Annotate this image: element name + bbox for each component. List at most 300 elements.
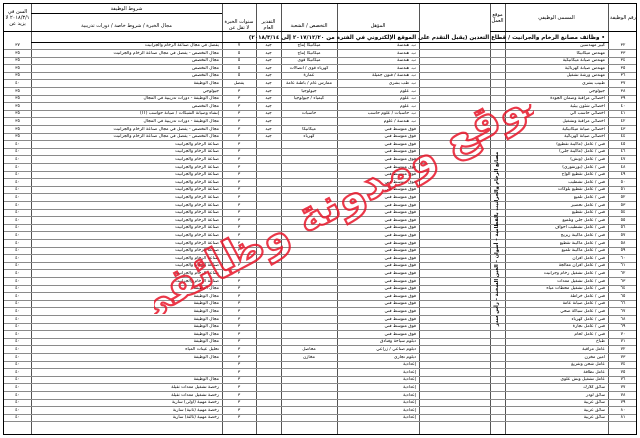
cell-num: ٧٦ bbox=[620, 377, 626, 383]
cell-spec bbox=[281, 385, 337, 391]
cell-age: ٣٥ bbox=[15, 126, 20, 132]
table-row bbox=[4, 225, 636, 232]
cell-age: ٤٠ bbox=[15, 149, 20, 155]
cell-grad: فوق متوسط فني bbox=[384, 324, 416, 330]
cell-grade bbox=[256, 317, 281, 323]
cell-years: ٣ bbox=[237, 309, 241, 314]
cell-grad: إعدادية bbox=[403, 407, 416, 413]
cell-exp: صناعة الرخام والجرانيت bbox=[175, 179, 219, 185]
cell-title: سائق كلارك bbox=[583, 385, 605, 390]
cell-title: فني / عامل جلي وتلميع bbox=[562, 217, 605, 223]
cell-exp: يفضل في مجال صناعة الرخام والجرانيت bbox=[144, 43, 219, 48]
cell-exp: صناعة الرخام والجرانيت bbox=[175, 141, 219, 147]
table-row bbox=[4, 81, 636, 88]
cell-years: ٣ bbox=[237, 293, 241, 299]
cell-exp: صناعة الرخام والجرانيت bbox=[175, 240, 219, 246]
cell-spec bbox=[281, 195, 337, 201]
cell-title: فني / عامل تشطيب bbox=[568, 179, 605, 185]
cell-age: ٤٠ bbox=[15, 248, 20, 254]
cell-num: ٦٩ bbox=[620, 324, 626, 330]
cell-age: ٤٠ bbox=[15, 179, 20, 185]
jobs-table bbox=[3, 3, 637, 435]
cell-grade bbox=[256, 347, 281, 353]
cell-years: ٥ bbox=[237, 58, 241, 64]
cell-years: ٥ bbox=[237, 50, 241, 56]
table-row bbox=[4, 400, 636, 407]
cell-spec bbox=[281, 157, 337, 163]
cell-grad: فوق متوسط فني bbox=[384, 271, 416, 276]
cell-grad: ب. هندسة bbox=[397, 43, 416, 48]
cell-grad: دبلوم تجاري bbox=[394, 354, 416, 360]
cell-years: ٣ bbox=[237, 255, 241, 261]
cell-exp: صناعة الرخام والجرانيت bbox=[175, 248, 219, 254]
cell-grade bbox=[256, 286, 281, 292]
cell-title: فني / عامل تقطيع bbox=[571, 210, 605, 216]
cell-num: ٤٧ bbox=[620, 157, 626, 162]
cell-age: ٤٠ bbox=[15, 309, 20, 314]
cell-exp bbox=[31, 362, 222, 368]
cell-age: ٤٠ bbox=[15, 195, 20, 200]
cell-grad: فوق متوسط فني bbox=[384, 263, 416, 269]
table-row bbox=[4, 377, 636, 384]
cell-years: ٣ bbox=[237, 248, 241, 254]
cell-title: عامل نظافة bbox=[583, 369, 605, 375]
cell-exp: صناعة الرخام والجرانيت bbox=[175, 217, 219, 223]
table-row bbox=[4, 339, 636, 346]
cell-years: ٣ bbox=[237, 119, 241, 124]
cell-exp: مجال التخصص - يفضل في مجال صناعة الرخام والجرانيت bbox=[113, 134, 219, 140]
cell-age: ٤٠ bbox=[15, 392, 20, 398]
cell-title: أخصائي مراقبة وضمان الجودة bbox=[550, 96, 605, 102]
cell-years: ٣ bbox=[237, 339, 241, 345]
cell-grade bbox=[256, 294, 281, 300]
cell-grad: فوق متوسط فني bbox=[384, 278, 416, 284]
cell-grad: ب. علوم bbox=[400, 88, 416, 94]
cell-years: ٣ bbox=[237, 88, 241, 94]
cell-title: طباخ bbox=[596, 339, 605, 345]
header-age: السن في ٢٠١٨/٣/١ لا يزيد عن bbox=[4, 4, 31, 32]
cell-age: ٤٠ bbox=[15, 271, 20, 276]
cell-exp: مجال الوظيفة bbox=[193, 293, 219, 299]
cell-num: ٧٧ bbox=[620, 385, 626, 390]
cell-grade: جيد bbox=[265, 103, 272, 109]
cell-exp: مجال التخصص bbox=[191, 103, 219, 109]
cell-years: ٣ bbox=[237, 210, 241, 216]
cell-spec: مخازن bbox=[303, 354, 315, 360]
cell-grad: إعدادية bbox=[403, 415, 416, 421]
cell-age: ٣٧ bbox=[15, 43, 20, 48]
cell-title: عامل تشغيل ونش علوي bbox=[560, 377, 605, 383]
cell-exp: صناعة الرخام والجرانيت bbox=[175, 271, 219, 276]
cell-title: فني / عامل صيانة عامة bbox=[562, 301, 605, 307]
cell-age: ٤٠ bbox=[15, 187, 20, 193]
cell-years: ٣ bbox=[237, 392, 241, 398]
cell-grade bbox=[256, 324, 281, 330]
cell-exp: مجال التخصص - يفضل في مجال صناعة الرخام والجرانيت bbox=[113, 126, 219, 132]
table-row bbox=[4, 279, 636, 286]
cell-grad: فوق متوسط فني bbox=[384, 301, 416, 307]
table-row bbox=[4, 111, 636, 118]
cell-title: فني / عامل نجارة bbox=[572, 324, 605, 330]
cell-num: ٣٤ bbox=[620, 58, 626, 64]
table-row bbox=[4, 149, 636, 156]
cell-years: ٣ bbox=[237, 96, 241, 102]
cell-num: ٤٤ bbox=[620, 134, 626, 140]
table-row bbox=[4, 393, 636, 400]
cell-grade bbox=[256, 415, 281, 421]
cell-num: ٦٤ bbox=[620, 286, 626, 292]
header-conditions: شروط الوظيفة bbox=[31, 4, 222, 14]
cell-spec bbox=[281, 187, 337, 193]
cell-num: ٧١ bbox=[620, 339, 626, 345]
cell-grade: جيد bbox=[265, 119, 272, 124]
cell-age: ٤٠ bbox=[15, 286, 20, 292]
cell-age: ٣٥ bbox=[15, 50, 20, 56]
cell-num: ٣٦ bbox=[620, 73, 626, 79]
table-row bbox=[4, 89, 636, 96]
cell-age: ٤٠ bbox=[15, 164, 20, 170]
cell-num: ٥٩ bbox=[620, 248, 626, 254]
cell-title: فني / عامل ماكينة تلميع bbox=[561, 248, 605, 254]
cell-years: ٣ bbox=[237, 324, 241, 330]
cell-exp: تحليل عينات المياه bbox=[185, 347, 219, 352]
table-row bbox=[4, 248, 636, 255]
cell-num: ٤٦ bbox=[620, 149, 626, 155]
cell-exp: صناعة الرخام والجرانيت bbox=[175, 210, 219, 216]
cell-exp: مجال الوظيفة bbox=[193, 377, 219, 383]
cell-spec bbox=[281, 104, 337, 110]
cell-grade bbox=[256, 195, 281, 201]
cell-years: ٣ bbox=[237, 103, 241, 109]
cell-exp: مجال التخصص - يفضل في مجال صناعة الرخام والجرانيت bbox=[113, 50, 219, 56]
cell-years: ٣ bbox=[237, 149, 241, 155]
cell-years: ٣ bbox=[237, 195, 241, 200]
cell-num: ٧٢ bbox=[620, 347, 626, 352]
table-row bbox=[4, 370, 636, 377]
table-row bbox=[4, 256, 636, 263]
cell-num: ٥٣ bbox=[620, 202, 626, 208]
cell-years: ٣ bbox=[237, 407, 241, 413]
cell-spec: ميكانيكا قوى bbox=[297, 58, 321, 64]
cell-num: ٣٥ bbox=[620, 65, 626, 71]
cell-years: ٣ bbox=[237, 172, 241, 178]
cell-years: ٥ bbox=[237, 65, 241, 71]
table-row bbox=[4, 187, 636, 194]
cell-spec bbox=[281, 294, 337, 300]
cell-exp: صناعة الرخام والجرانيت bbox=[175, 157, 219, 162]
cell-grad: فوق متوسط فني bbox=[384, 293, 416, 299]
cell-spec bbox=[281, 210, 337, 216]
header-exp-field: مجال الخبرة / شروط خاصة / دورات تدريبية bbox=[31, 4, 222, 32]
cell-exp: صناعة الرخام والجرانيت bbox=[175, 187, 219, 193]
cell-spec bbox=[281, 408, 337, 414]
cell-title: فني / عامل سباكة صحي bbox=[560, 309, 605, 314]
cell-age: ٤٠ bbox=[15, 202, 20, 208]
cell-exp: صناعة الرخام والجرانيت bbox=[175, 149, 219, 155]
cell-grad: فوق متوسط فني bbox=[384, 134, 416, 140]
cell-spec bbox=[281, 263, 337, 269]
cell-grade bbox=[256, 165, 281, 171]
table-row bbox=[4, 233, 636, 240]
cell-exp: مجال الوظيفة bbox=[193, 286, 219, 292]
table-row bbox=[4, 104, 636, 111]
cell-grade bbox=[256, 309, 281, 315]
cell-grade bbox=[256, 210, 281, 216]
cell-years: ٣ bbox=[237, 385, 241, 390]
cell-spec bbox=[281, 317, 337, 323]
cell-num: ٧٠ bbox=[620, 331, 626, 337]
cell-title: فني / عامل تحضير bbox=[571, 202, 605, 208]
cell-grade bbox=[256, 408, 281, 414]
cell-age: ٣٥ bbox=[15, 88, 20, 94]
cell-age: ٣٥ bbox=[15, 96, 20, 102]
section-band: • وظائف مصانع الرخام والجرانيت / قطاع التعدين (يقبل التقدم على الموقع الإلكتروني في الفترة من ٢٠١٧/١٢/٢٠ إلى ٢٠١٨/٣/١٤) bbox=[31, 33, 609, 43]
cell-title: فني / عامل تشطيب أحواف bbox=[554, 225, 605, 231]
cell-exp: صناعة الرخام والجرانيت bbox=[175, 255, 219, 261]
cell-grad: ب. هندسة bbox=[397, 58, 416, 64]
cell-age: ٤٠ bbox=[15, 324, 20, 330]
cell-grad: فوق متوسط فني bbox=[384, 149, 416, 155]
cell-age: ٤٠ bbox=[15, 369, 20, 375]
table-row bbox=[4, 119, 636, 126]
table-row bbox=[4, 73, 636, 80]
cell-exp: مجال الوظيفة bbox=[193, 324, 219, 330]
cell-spec bbox=[281, 180, 337, 186]
cell-age: ٤٠ bbox=[15, 141, 20, 147]
cell-spec bbox=[281, 393, 337, 399]
cell-age: ٤٠ bbox=[15, 233, 20, 238]
cell-num: ٥٧ bbox=[620, 233, 626, 238]
cell-grad: دبلوم سياحة وفنادق bbox=[379, 339, 416, 345]
cell-spec: ميكانيكا إنتاج bbox=[297, 50, 321, 56]
cell-spec: ممارس عام / باطنة عامة bbox=[286, 81, 332, 86]
cell-title: عامل شحن وتفريغ bbox=[571, 362, 605, 368]
cell-age: ٤٠ bbox=[15, 240, 20, 246]
cell-spec: حاسبات bbox=[301, 111, 317, 117]
cell-num: ٤٨ bbox=[620, 164, 626, 170]
cell-spec bbox=[281, 400, 337, 406]
cell-spec bbox=[281, 370, 337, 376]
cell-grade bbox=[256, 225, 281, 231]
cell-age: ٤٠ bbox=[15, 316, 20, 322]
cell-title: أخصائي صيانة كهربائية bbox=[564, 134, 605, 140]
cell-age: ٤٠ bbox=[15, 81, 20, 86]
cell-grade bbox=[256, 332, 281, 338]
cell-years: ٣ bbox=[237, 263, 241, 269]
cell-grade bbox=[256, 157, 281, 163]
cell-exp: صناعة الرخام والجرانيت bbox=[175, 263, 219, 269]
table-row bbox=[4, 241, 636, 248]
cell-title: فني / عامل خراطة bbox=[570, 293, 605, 299]
cell-grade: جيد bbox=[265, 65, 272, 71]
cell-age: ٤٠ bbox=[15, 385, 20, 390]
cell-spec bbox=[281, 248, 337, 254]
cell-exp: رخصة مهنية (ثانية) سارية bbox=[172, 407, 219, 413]
cell-title: فني / عامل تشغيل محطات مياه bbox=[546, 286, 605, 292]
cell-years: ٣ bbox=[237, 354, 241, 360]
cell-years: ٣ bbox=[237, 369, 241, 375]
cell-title: سائق لودر bbox=[586, 392, 605, 398]
cell-title: أخصائي شئون بيئية bbox=[570, 103, 605, 109]
table-row bbox=[4, 332, 636, 339]
cell-title: سائق عربية bbox=[583, 400, 605, 406]
cell-grad: ب. علوم bbox=[400, 103, 416, 109]
cell-grade bbox=[256, 172, 281, 178]
cell-title: مهندس صيانة كهربائية bbox=[564, 65, 605, 71]
cell-years: ٣ bbox=[237, 217, 241, 223]
cell-grade bbox=[256, 180, 281, 186]
cell-title: فني / عامل تلميع bbox=[573, 195, 605, 200]
cell-grad: إعدادية bbox=[403, 377, 416, 383]
cell-spec bbox=[281, 332, 337, 338]
cell-years: ٣ bbox=[237, 278, 241, 284]
cell-grad: فوق متوسط فني bbox=[384, 240, 416, 246]
cell-spec: كيمياء / جيولوجيا bbox=[293, 96, 325, 102]
cell-title: كبير مهندسين bbox=[580, 43, 605, 48]
cell-grad: ب. هندسة bbox=[397, 50, 416, 56]
cell-grade bbox=[256, 218, 281, 224]
cell-grad: فوق متوسط فني bbox=[384, 248, 416, 254]
cell-num: ٥٥ bbox=[620, 217, 626, 223]
cell-years: ٣ bbox=[237, 347, 241, 352]
cell-grade bbox=[256, 400, 281, 406]
cell-title: أخصائي صيانة ميكانيكية bbox=[562, 126, 605, 132]
cell-title: فني / عامل كهرباء bbox=[571, 316, 605, 322]
cell-grad: فوق متوسط فني bbox=[384, 225, 416, 231]
cell-years: ٧ bbox=[237, 43, 241, 48]
cell-grade bbox=[256, 233, 281, 239]
cell-years: ٣ bbox=[237, 126, 241, 132]
cell-exp: مجال التخصص bbox=[191, 73, 219, 79]
cell-grade: جيد bbox=[265, 43, 272, 48]
cell-grad: فوق متوسط فني bbox=[384, 316, 416, 322]
cell-age: ٤٠ bbox=[15, 400, 20, 406]
cell-title: فني / عامل ماكينة ريزنج bbox=[560, 233, 605, 238]
cell-years: ٣ bbox=[237, 286, 241, 292]
cell-grade bbox=[256, 187, 281, 193]
cell-title: فني / عامل لحام bbox=[574, 331, 605, 337]
cell-age: ٣٥ bbox=[15, 103, 20, 109]
cell-spec bbox=[281, 256, 337, 262]
cell-spec bbox=[281, 377, 337, 383]
cell-exp: رخصة مهنية (ثالثة) سارية bbox=[172, 415, 219, 421]
cell-grade: جيد bbox=[265, 50, 272, 56]
cell-num: ٦٦ bbox=[620, 301, 626, 307]
table-row bbox=[4, 324, 636, 331]
cell-age: ٤٠ bbox=[15, 217, 20, 223]
cell-num: ٥٦ bbox=[620, 225, 626, 231]
cell-years: ٣ bbox=[237, 400, 241, 406]
cell-num: ٦٥ bbox=[620, 293, 626, 299]
cell-age: ٤٠ bbox=[15, 415, 20, 421]
cell-grade: جيد bbox=[265, 126, 272, 132]
header-spec: التخصص / الشعبة bbox=[281, 4, 337, 32]
cell-num: ٧٥ bbox=[620, 369, 626, 375]
cell-spec bbox=[281, 301, 337, 307]
cell-spec bbox=[281, 172, 337, 178]
cell-grade: جيد bbox=[265, 134, 272, 140]
cell-spec bbox=[281, 362, 337, 368]
cell-grade bbox=[256, 256, 281, 262]
cell-years: ٣ bbox=[237, 233, 241, 238]
cell-age: ٤٠ bbox=[15, 347, 20, 352]
cell-spec: كهرباء قوى / اتصالات bbox=[289, 65, 329, 71]
cell-exp: صناعة الرخام والجرانيت bbox=[175, 233, 219, 238]
cell-age: ٤٠ bbox=[15, 157, 20, 162]
cell-grad: فوق متوسط فني bbox=[384, 187, 416, 193]
table-row bbox=[4, 271, 636, 278]
cell-spec: جيولوجيا bbox=[301, 88, 317, 94]
cell-age: ٤٠ bbox=[15, 263, 20, 269]
cell-years: ٣ bbox=[237, 225, 241, 231]
cell-grad: فوق متوسط فني bbox=[384, 179, 416, 185]
table-row bbox=[4, 51, 636, 58]
header-grad: المؤهل bbox=[337, 4, 419, 32]
cell-num: ٧٤ bbox=[620, 362, 626, 368]
cell-age: ٣٥ bbox=[15, 58, 20, 64]
table-row bbox=[4, 362, 636, 369]
table-row bbox=[4, 263, 636, 270]
cell-years: ٣ bbox=[237, 301, 241, 307]
table-row bbox=[4, 355, 636, 362]
cell-num: ٥٨ bbox=[620, 240, 626, 246]
cell-spec bbox=[281, 279, 337, 285]
cell-grade bbox=[256, 279, 281, 285]
cell-grade bbox=[256, 385, 281, 391]
cell-grad: فوق متوسط فني bbox=[384, 255, 416, 261]
cell-age: ٤٠ bbox=[15, 339, 20, 345]
cell-grad: فوق متوسط فني bbox=[384, 286, 416, 292]
cell-grade bbox=[256, 271, 281, 277]
cell-grad: فوق متوسط فني bbox=[384, 164, 416, 170]
cell-exp: مجال الوظيفة - دورات تدريبية في المجال bbox=[143, 96, 219, 102]
header-blank bbox=[419, 4, 490, 32]
cell-exp: صناعة الرخام والجرانيت bbox=[175, 278, 219, 284]
header-title: المسمى الوظيفي bbox=[505, 4, 608, 32]
header-exp-years: سنوات الخبرة لا تقل عن bbox=[222, 4, 256, 32]
cell-title: فني / عامل تقطيع بلوكات bbox=[558, 187, 605, 193]
cell-age: ٤٠ bbox=[15, 354, 20, 360]
cell-title: فني / عامل تشغيل معدات bbox=[557, 278, 605, 284]
table-row bbox=[4, 157, 636, 164]
cell-title: فني / عامل (بورتفوري) bbox=[562, 164, 605, 170]
cell-exp: صناعة الرخام والجرانيت bbox=[175, 202, 219, 208]
table-row bbox=[4, 218, 636, 225]
cell-title: فني / عامل (ماكينة تقطيع) bbox=[556, 141, 605, 147]
cell-spec: محاصل bbox=[302, 347, 316, 352]
table-row bbox=[4, 96, 636, 103]
cell-grad: إعدادية bbox=[403, 392, 416, 398]
cell-grade: جيد bbox=[265, 96, 272, 102]
cell-title: مهندس ورشة تشغيل bbox=[566, 73, 605, 79]
table-row bbox=[4, 172, 636, 179]
cell-age: ٤٠ bbox=[15, 407, 20, 413]
cell-grade bbox=[256, 248, 281, 254]
cell-exp: صناعة الرخام والجرانيت bbox=[175, 172, 219, 178]
cell-title: فني / عامل ماكينة تقطيع bbox=[559, 240, 605, 246]
cell-grade bbox=[256, 241, 281, 247]
cell-grade: جيد bbox=[265, 58, 272, 64]
cell-num: ٣٢ bbox=[620, 43, 626, 48]
cell-grad: فوق متوسط فني bbox=[384, 233, 416, 238]
cell-exp: مجال الوظيفة bbox=[193, 301, 219, 307]
cell-num: ٦٨ bbox=[620, 316, 626, 322]
cell-spec bbox=[281, 233, 337, 239]
table-row bbox=[4, 195, 636, 202]
cell-title: طبيب بشري bbox=[582, 81, 605, 86]
cell-exp: مجال التخصص bbox=[191, 58, 219, 64]
cell-title: مهندس صيانة ميكانيكية bbox=[562, 58, 605, 64]
